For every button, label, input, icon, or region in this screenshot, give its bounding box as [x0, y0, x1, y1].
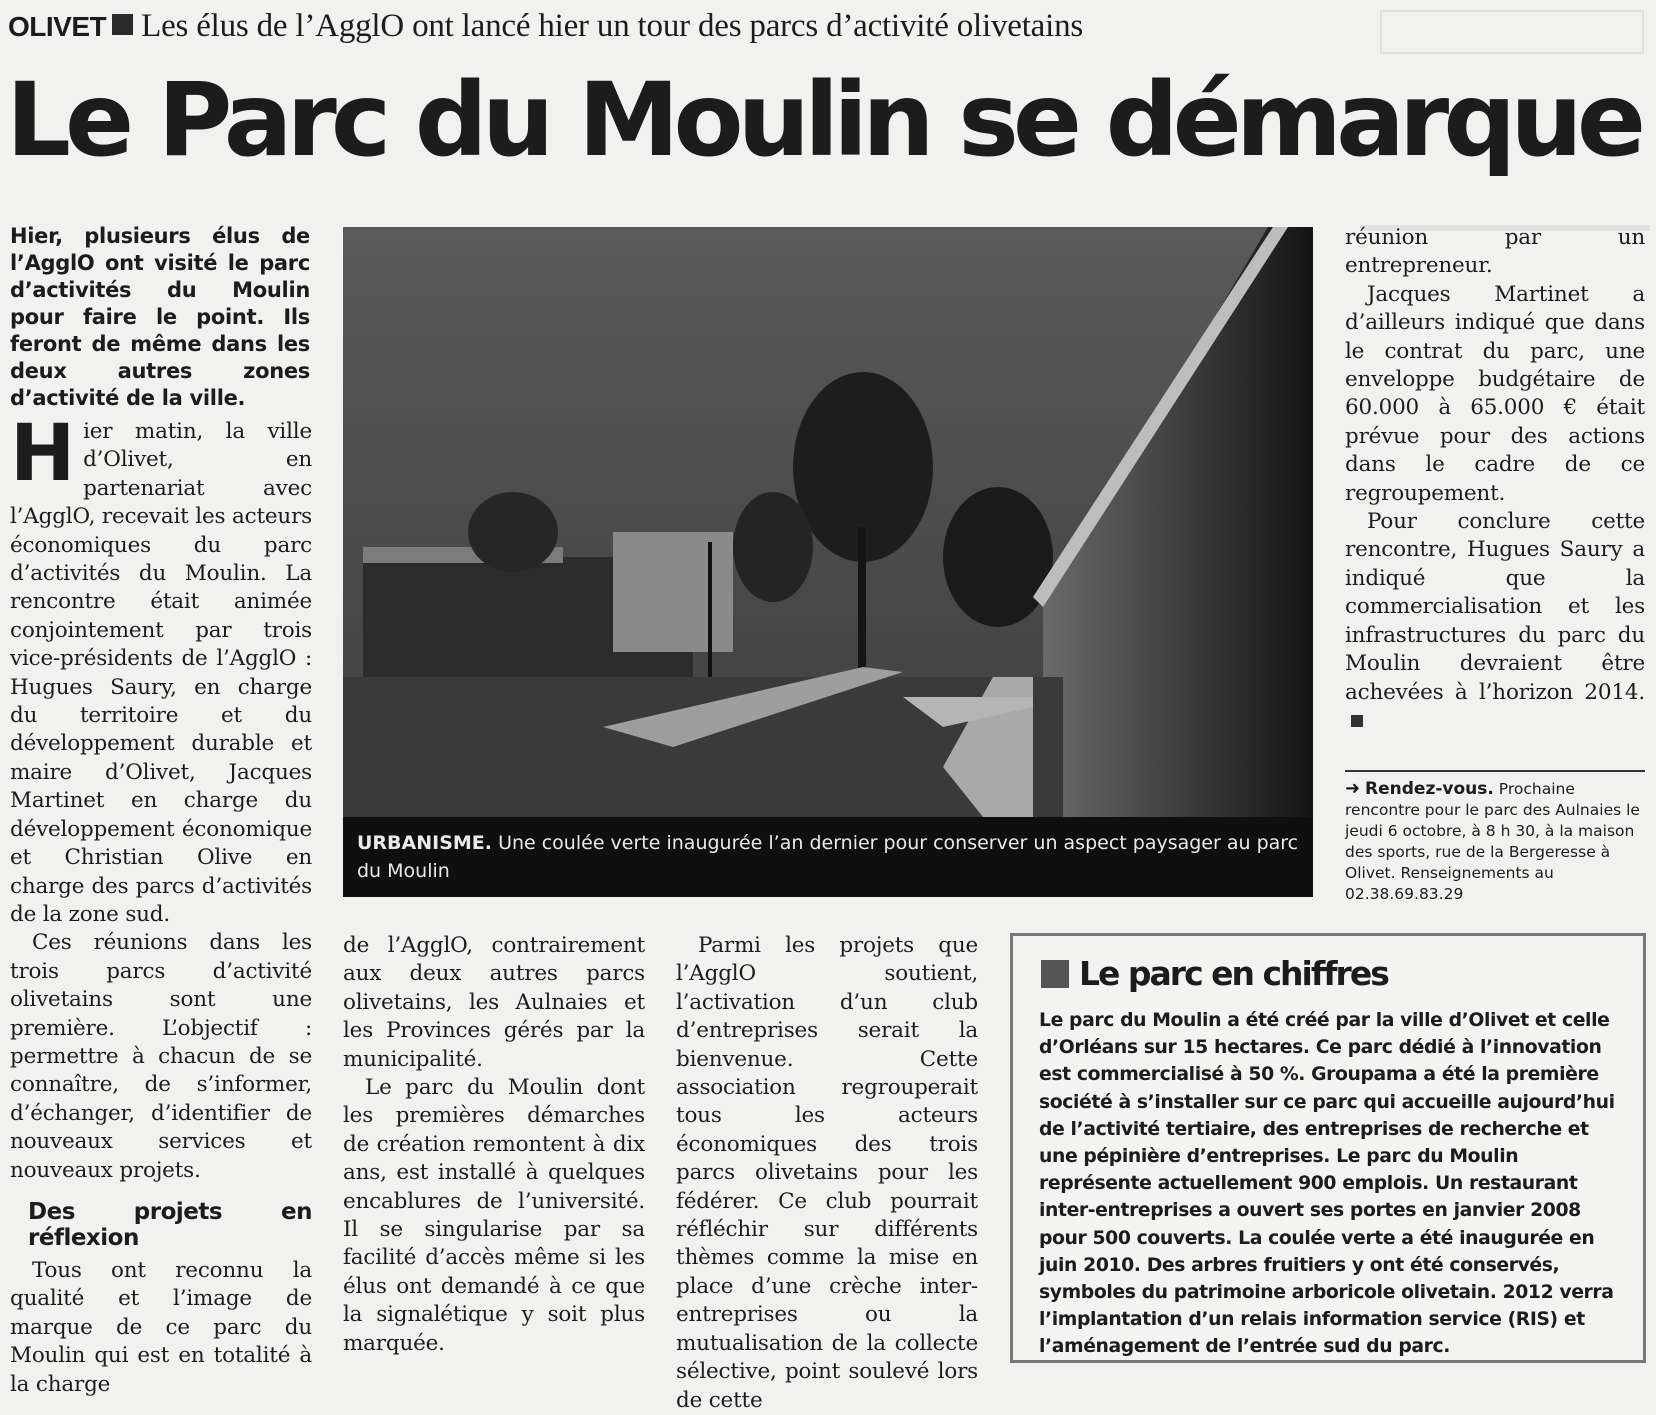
- kicker-square-icon: [112, 14, 133, 35]
- headline: Le Parc du Moulin se démarque: [6, 61, 1641, 180]
- figures-box: [1010, 933, 1646, 1363]
- box-square-icon: [1041, 960, 1069, 988]
- arrow-right-icon: ➜: [1345, 778, 1361, 799]
- box-text: Le parc du Moulin a été créé par la ville d’Olivet et celle d’Orléans sur 15 hectares. Ce parc dédié à l’innovation est commercialisé à 50 %. Groupama a été la première société à s’installer sur ce parc qui accueille aujourd’hui de l’activité tertiaire, des entreprises de recherche et une pépinière d’entreprises. Le parc du Moulin représente actuellement 900 emplois. Un restaurant inter-entreprises a ouvert ses portes en janvier 2008 pour 500 couverts. La coulée verte a été inaugurée en juin 2010. Des arbres fruitiers y ont été conservés, symboles du patrimoine arboricole olivetain. 2012 verra l’implantation d’un relais information service (RIS) et l’aménagement de l’entrée sud du parc.: [1039, 1010, 1615, 1358]
- box-title: Le parc en chiffres: [1041, 954, 1623, 993]
- article-paragraph: réunion par un entrepreneur.: [1345, 225, 1645, 279]
- rendez-vous-note: [1345, 770, 1645, 905]
- article-column-1: [10, 409, 312, 1399]
- kicker-tag: OLIVET: [8, 11, 107, 42]
- article-column-2: [343, 932, 645, 1358]
- kicker-text: Les élus de l’AgglO ont lancé hier un tour des parcs d’activité olivetains: [141, 8, 1084, 44]
- rdv-text: Prochaine rencontre pour le parc des Aulnaies le jeudi 6 octobre, à 8 h 30, à la maison des sports, rue de la Bergeresse à Olivet. Renseignements au 02.38.69.83.29: [1345, 780, 1640, 903]
- caption-text: Une coulée verte inaugurée l’an dernier pour conserver un aspect paysager au parc du Moulin: [357, 832, 1299, 882]
- article-paragraph: Tous ont reconnu la qualité et l’image de marque de ce parc du Moulin qui est en totalité à la charge: [10, 1257, 312, 1397]
- article-paragraph: Jacques Martinet a d’ailleurs indiqué que dans le contrat du parc, une enveloppe budgétaire de 60.000 à 65.000 € était prévue pour des actions dans le cadre de ce regroupement.: [1345, 281, 1645, 506]
- end-mark-icon: [1351, 715, 1363, 727]
- article-paragraph: Parmi les projets que l’AgglO soutient, l’activation d’un club d’entreprises serait la bienvenue. Cette association regrouperait tous les acteurs économiques des trois parcs olivetains pour les fédérer. Ce club pourrait réfléchir sur différents thèmes comme la mise en place d’une crèche inter-entreprises ou la mutualisation de la collecte sélective, point soulevé lors de cette: [676, 933, 978, 1413]
- article-paragraph: Ces réunions dans les trois parcs d’activité olivetains sont une première. L’objectif : permettre à chacun de se connaître, de s’informer, d’échanger, d’identifier de nouveaux services et nouveaux projets.: [10, 930, 312, 1183]
- bleed-through-shape: [1380, 10, 1644, 54]
- kicker: [8, 8, 1083, 45]
- drop-cap: H: [10, 409, 76, 499]
- article-column-3: [676, 932, 978, 1415]
- subheading: Des projets en réflexion: [28, 1198, 312, 1251]
- article-paragraph: Hier matin, la ville d’Olivet, en partenariat avec l’AgglO, recevait les acteurs économiques du parc d’activités du Moulin. La rencontre était animée conjointement par trois vice-présidents de l’AgglO : Hugues Saury, en charge du territoire et du développement durable et maire d’Olivet, Jacques Martinet en charge du développement économique et Christian Olive en charge des parcs d’activités de la zone sud.: [10, 409, 312, 927]
- article-paragraph: de l’AgglO, contrairement aux deux autres parcs olivetains, les Aulnaies et les Provinces gérés par la municipalité.: [343, 933, 645, 1072]
- lead-paragraph: Hier, plusieurs élus de l’AgglO ont visité le parc d’activités du Moulin pour faire le point. Ils feront de même dans les deux autres zones d’activité de la ville.: [10, 224, 310, 410]
- photo-caption: [343, 817, 1313, 897]
- caption-label: URBANISME.: [357, 832, 493, 854]
- article-column-4: [1345, 224, 1645, 735]
- article-paragraph: Le parc du Moulin dont les premières démarches de création remontent à dix ans, est installé à quelques encablures de l’université. Il se singularise par sa facilité d’accès même si les élus ont demandé à ce que la signalétique y soit plus marquée.: [343, 1075, 645, 1356]
- park-photo-illustration: [343, 227, 1313, 897]
- rdv-label: Rendez-vous.: [1365, 779, 1494, 799]
- article-photo: [343, 227, 1313, 897]
- article-paragraph: Pour conclure cette rencontre, Hugues Saury a indiqué que la commercialisation et les infrastructures du parc du Moulin devraient être achevées à l’horizon 2014.: [1345, 508, 1645, 735]
